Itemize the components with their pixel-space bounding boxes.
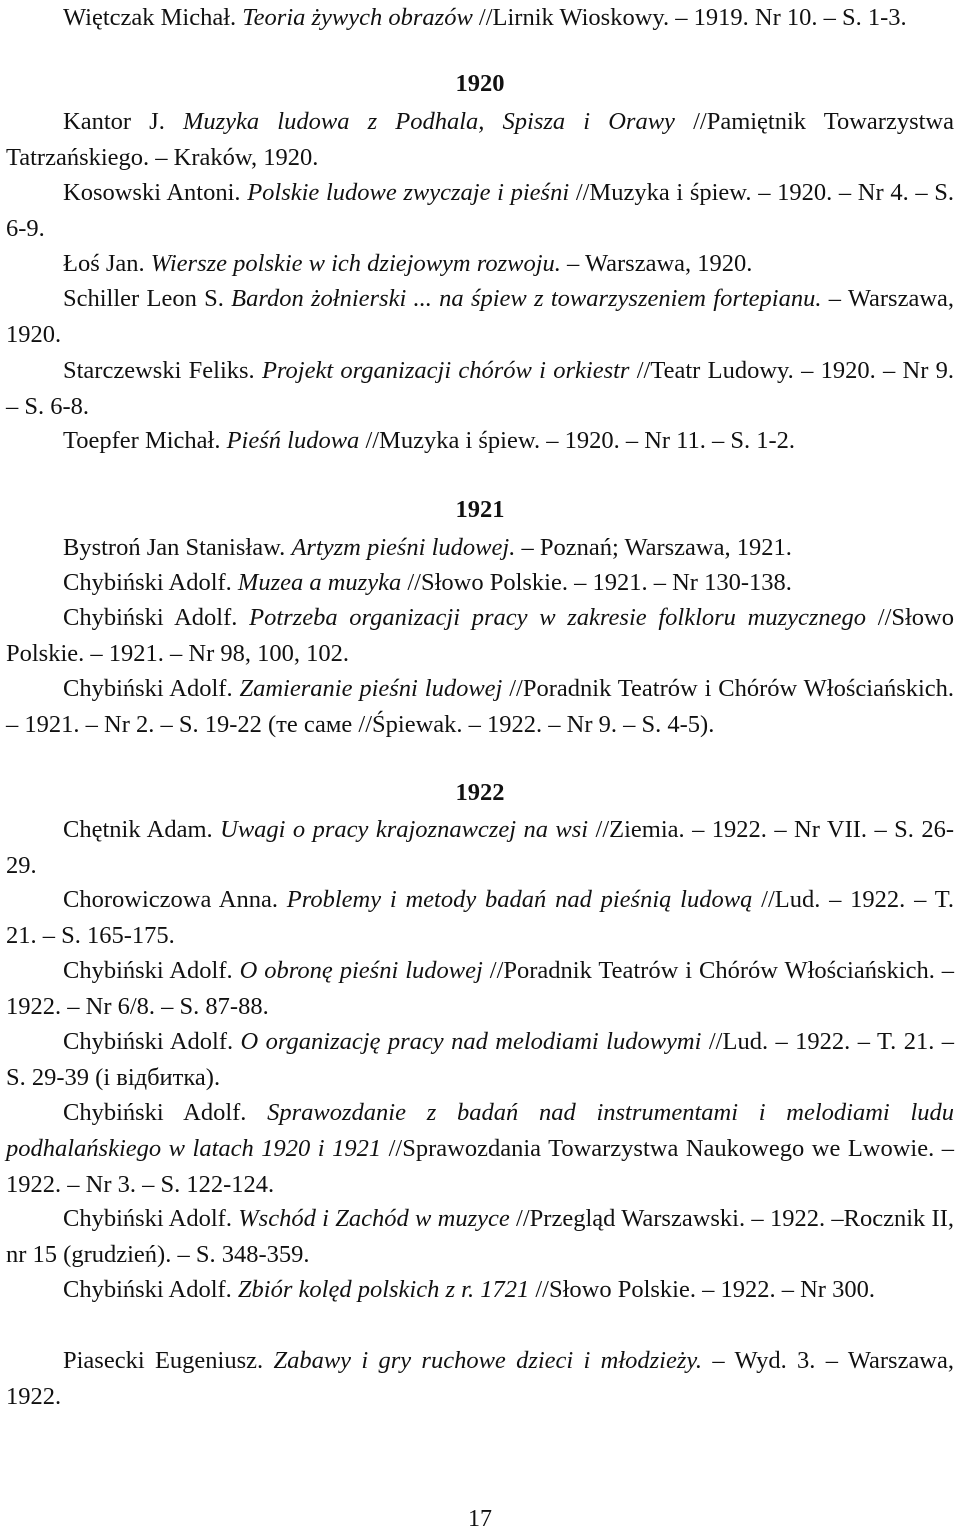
entry-author: Kosowski Antoni.	[63, 179, 241, 206]
entry-title: Zabawy i gry ruchowe dzieci i młodzieży.	[273, 1347, 703, 1374]
bib-entry	[6, 246, 954, 282]
entry-author: Schiller Leon S.	[63, 285, 224, 312]
entry-author: Bystroń Jan Stanisław.	[63, 534, 286, 561]
entry-author: Chybiński Adolf.	[63, 569, 232, 596]
entry-author: Chybiński Adolf.	[63, 604, 238, 631]
entry-source: //Pamiętnik Towarzystwa Tatrzańskiego. – Kraków, 1920.	[6, 108, 954, 171]
year-heading-1920: 1920	[455, 70, 505, 97]
entry-title: Teoria żywych obrazów	[242, 4, 473, 31]
entry-title: Uwagi o pracy krajoznawczej na wsi	[220, 816, 589, 843]
entry-author: Chybiński Adolf.	[63, 957, 233, 984]
bib-entry	[6, 882, 954, 954]
entry-title: Artyzm pieśni ludowej.	[291, 534, 516, 561]
entry-source: – Wyd. 3. – Warszawa, 1922.	[6, 1347, 955, 1410]
entry-title: Muzea a muzyka	[237, 569, 402, 596]
bib-entry	[6, 353, 954, 425]
entry-author: Więtczak Michał.	[63, 4, 237, 31]
entry-title: O organizację pracy nad melodiami ludowymi	[240, 1028, 702, 1055]
bib-entry	[6, 175, 954, 247]
entry-source: //Lirnik Wioskowy. – 1919. Nr 10. – S. 1-3.	[478, 4, 907, 31]
entry-source: //Muzyka i śpiew. – 1920. – Nr 4. – S. 6-9.	[6, 179, 955, 242]
entry-title: Muzyka ludowa z Podhala, Spisza i Orawy	[182, 108, 675, 135]
bib-entry	[6, 1272, 954, 1308]
entry-title: Zamieranie pieśni ludowej	[239, 675, 503, 702]
entry-author: Toepfer Michał.	[63, 427, 221, 454]
entry-source: //Słowo Polskie. – 1921. – Nr 98, 100, 102.	[6, 604, 955, 667]
entry-title: Polskie ludowe zwyczaje i pieśni	[247, 179, 570, 206]
entry-author: Chybiński Adolf.	[63, 1099, 247, 1126]
year-heading-1921: 1921	[455, 496, 505, 523]
bib-entry	[6, 0, 954, 36]
bib-entry	[6, 1095, 954, 1203]
bib-entry	[6, 671, 954, 743]
bib-entry	[6, 1343, 954, 1415]
entry-author: Chybiński Adolf.	[63, 675, 233, 702]
entry-source: //Ziemia. – 1922. – Nr VII. – S. 26-29.	[6, 816, 955, 879]
entry-title: Zbiór kolęd polskich z r. 1721	[237, 1276, 530, 1303]
entry-source: //Poradnik Teatrów i Chórów Włościańskich. – 1922. – Nr 6/8. – S. 87-88.	[6, 957, 955, 1020]
entry-source: //Sprawozdania Towarzystwa Naukowego we Lwowie. – 1922. – Nr 3. – S. 122-124.	[6, 1135, 954, 1198]
entry-author: Chybiński Adolf.	[63, 1028, 234, 1055]
entry-author: Piasecki Eugeniusz.	[63, 1347, 264, 1374]
entry-author: Chybiński Adolf.	[63, 1276, 232, 1303]
entry-source: – Poznań; Warszawa, 1921.	[521, 534, 792, 561]
bib-entry	[6, 812, 954, 884]
entry-title: Projekt organizacji chórów i orkiestr	[261, 357, 630, 384]
entry-title: Problemy i metody badań nad pieśnią ludową	[286, 886, 753, 913]
entry-source: //Słowo Polskie. – 1921. – Nr 130-138.	[407, 569, 792, 596]
bib-entry	[6, 565, 954, 601]
entry-author: Starczewski Feliks.	[63, 357, 255, 384]
entry-title: Wiersze polskie w ich dziejowym rozwoju.	[150, 250, 561, 277]
entry-source: – Warszawa, 1920.	[567, 250, 753, 277]
entry-source: – Warszawa, 1920.	[6, 285, 955, 348]
entry-source: //Przegląd Warszawski. – 1922. –Rocznik II, nr 15 (grudzień). – S. 348-359.	[6, 1205, 954, 1268]
bib-entry	[6, 1024, 954, 1096]
entry-source: //Słowo Polskie. – 1922. – Nr 300.	[535, 1276, 875, 1303]
bib-entry	[6, 953, 954, 1025]
entry-title: Wschód i Zachód w muzyce	[238, 1205, 510, 1232]
entry-source: //Teatr Ludowy. – 1920. – Nr 9. – S. 6-8.	[6, 357, 954, 420]
year-heading-1922: 1922	[455, 779, 505, 806]
entry-source: //Lud. – 1922. – T. 21. – S. 165-175.	[6, 886, 954, 949]
entry-title: Pieśń ludowa	[226, 427, 360, 454]
entry-author: Chorowiczowa Anna.	[63, 886, 278, 913]
bib-entry	[6, 423, 954, 459]
entry-title: Sprawozdanie z badań nad instrumentami i melodiami ludu podhalańskiego w latach 1920 i 1921	[6, 1099, 954, 1162]
entry-author: Chybiński Adolf.	[63, 1205, 232, 1232]
entry-author: Kantor J.	[63, 108, 165, 135]
bib-entry	[6, 600, 954, 672]
entry-title: Potrzeba organizacji pracy w zakresie folkloru muzycznego	[249, 604, 867, 631]
entry-title: O obronę pieśni ludowej	[239, 957, 483, 984]
entry-source: //Muzyka i śpiew. – 1920. – Nr 11. – S. 1-2.	[365, 427, 796, 454]
entry-source: //Lud. – 1922. – T. 21. – S. 29-39 (і відбитка).	[6, 1028, 954, 1091]
bib-entry	[6, 281, 954, 353]
entry-author: Łoś Jan.	[63, 250, 145, 277]
entry-source: //Poradnik Teatrów i Chórów Włościańskich. – 1921. – Nr 2. – S. 19-22 (те саме //Śpiewak. – 1922. – Nr 9. – S. 4-5).	[6, 675, 955, 738]
entry-author: Chętnik Adam.	[63, 816, 213, 843]
entry-title: Bardon żołnierski ... na śpiew z towarzyszeniem fortepianu.	[231, 285, 822, 312]
page-number: 17	[468, 1506, 492, 1532]
bib-entry	[6, 1201, 954, 1273]
bib-entry	[6, 104, 954, 176]
bib-entry	[6, 530, 954, 566]
